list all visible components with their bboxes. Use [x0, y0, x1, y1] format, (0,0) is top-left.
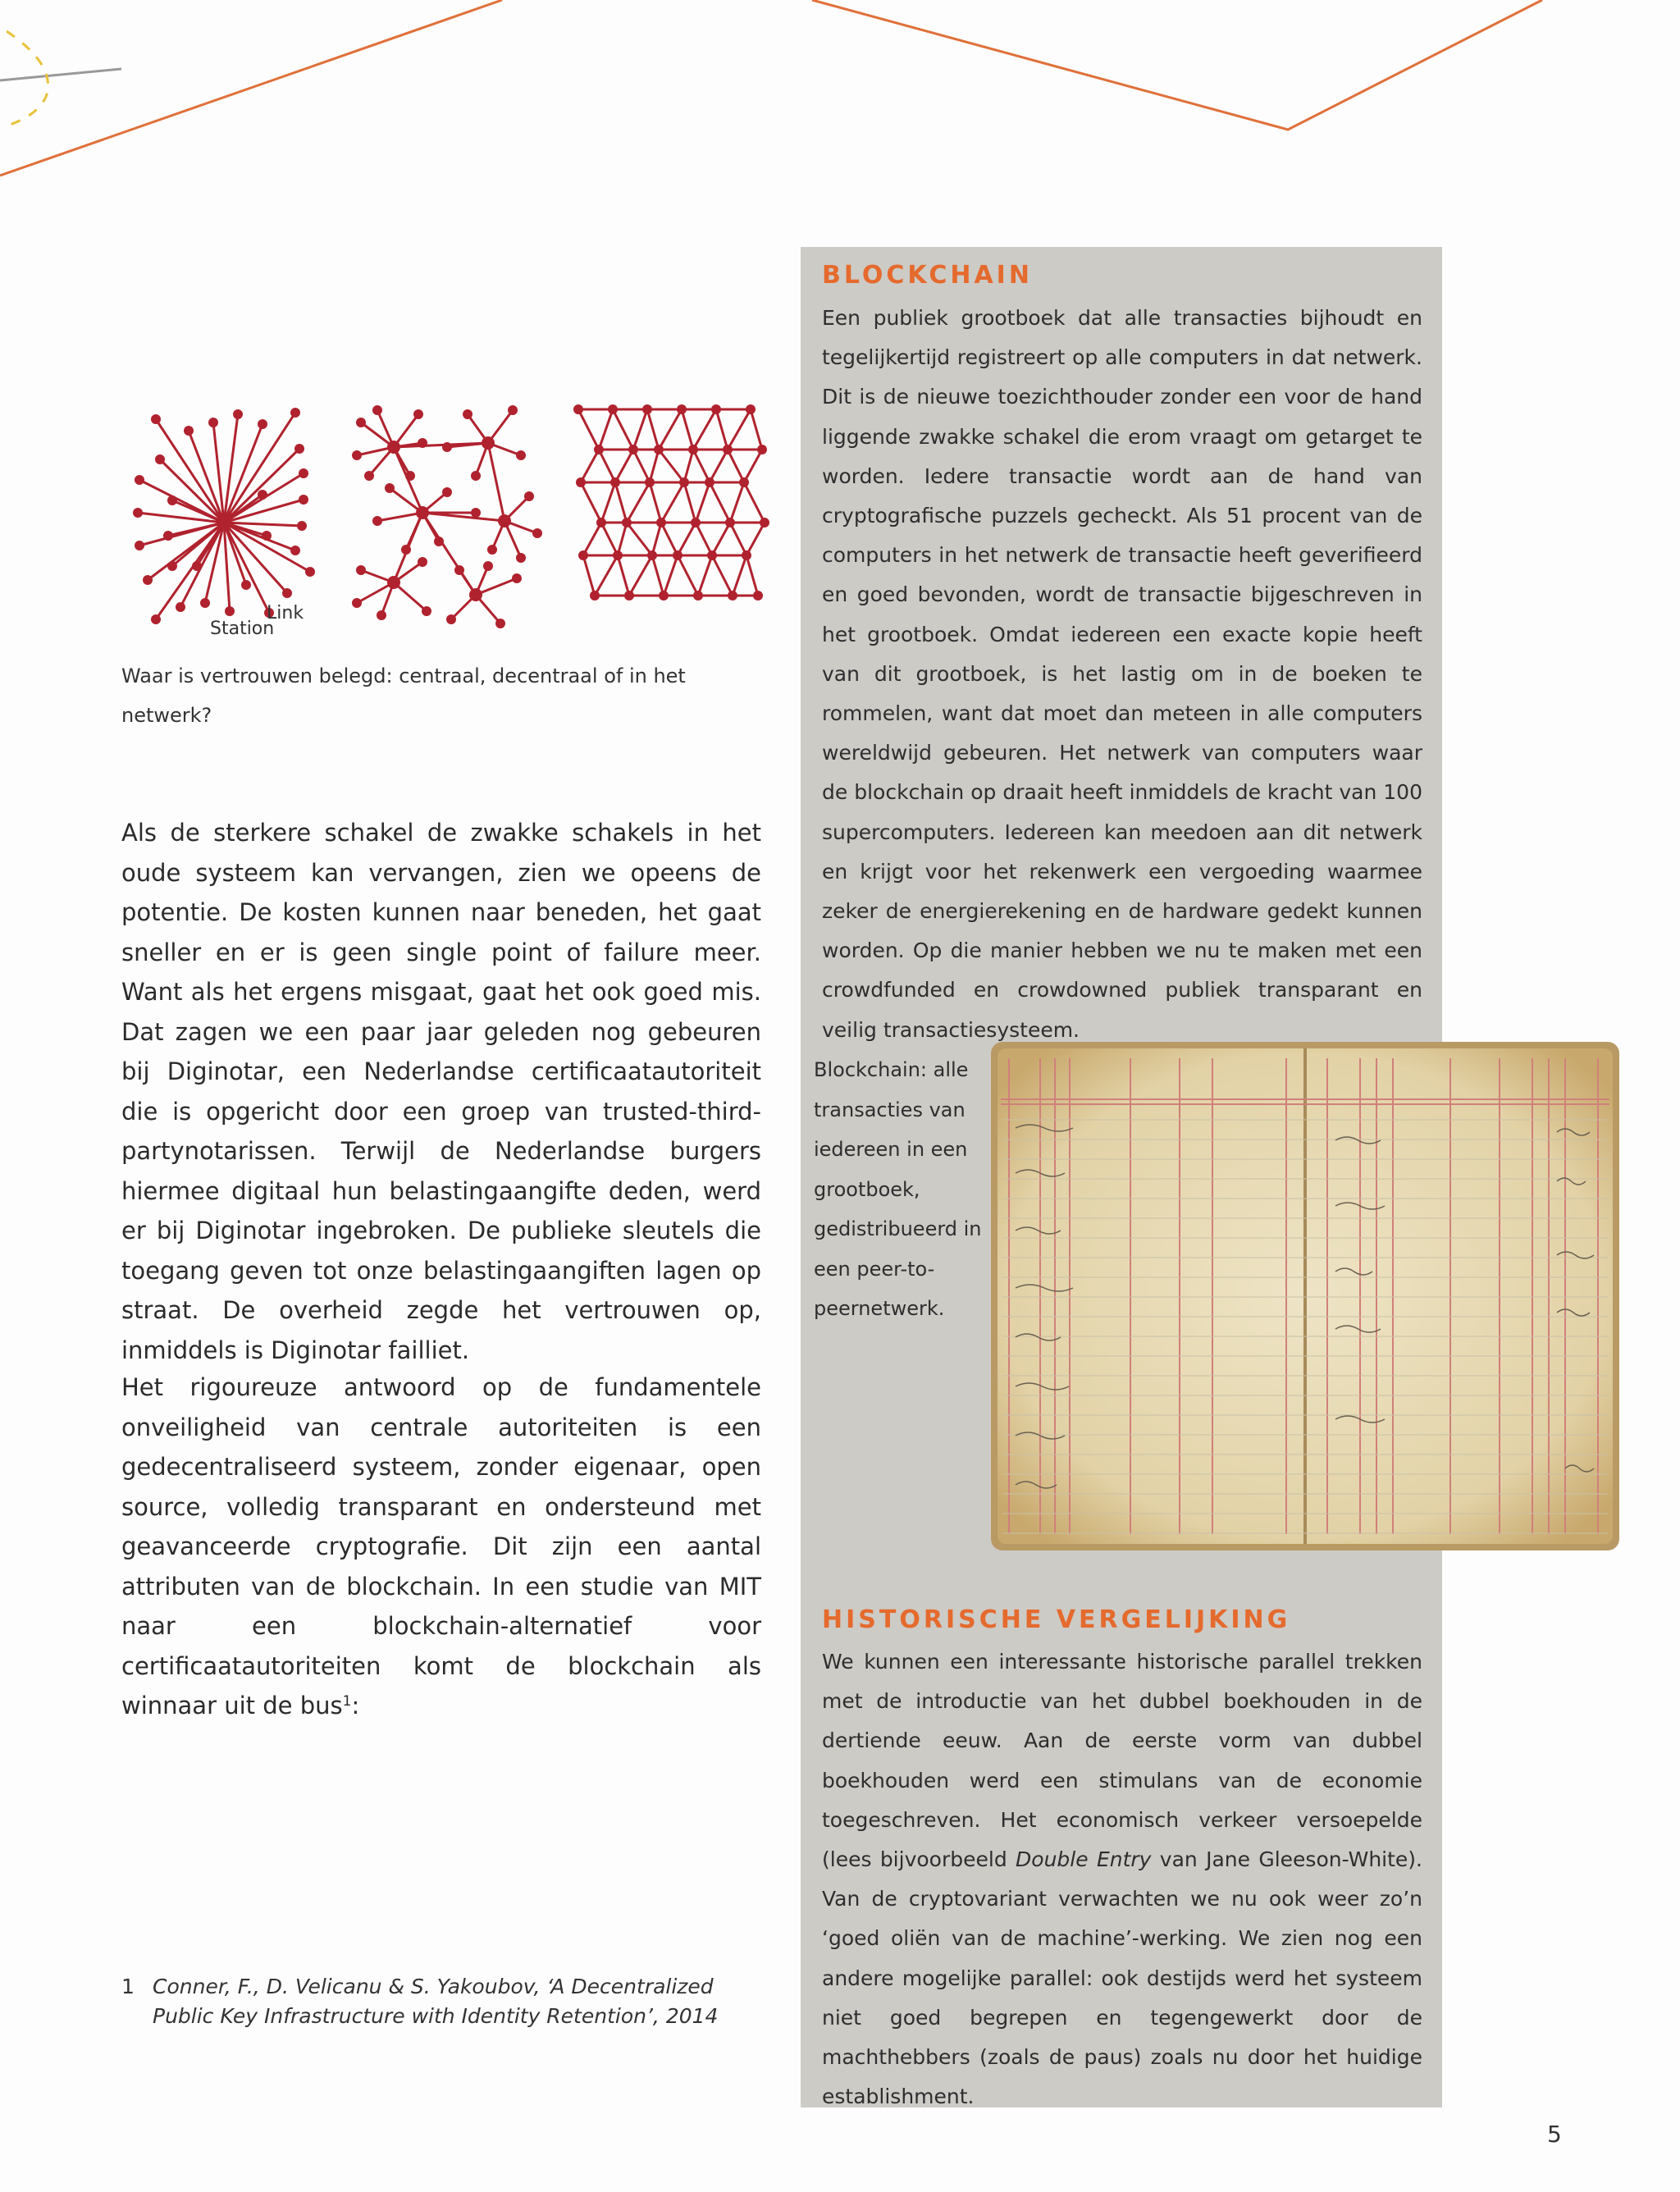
network-link: [712, 523, 730, 555]
footnote: [121, 1972, 728, 2031]
footnote-reference[interactable]: 1: [342, 1693, 352, 1710]
network-link: [698, 555, 712, 596]
body-paragraph-1: Als de sterkere schakel de zwakke schakels in het oude systeem kan vervangen, zien we opeens de potentie. De kosten kunnen naar beneden, het gaat sneller en er is geen single point of failure meer. Want als het ergens misgaat, gaat het ook goed mis. Dat zagen we een paar jaar geleden nog gebeuren bij Diginotar, een Nederlandse certificaatautoriteit die is opgericht door een groep van trusted-third-partynotarissen. Terwijl de Nederlandse burgers hiermee digitaal hun belastingaangifte deden, werd er bij Diginotar ingebroken. De publieke sleutels die toegang geven tot onze belastingaangiften lagen op straat. De overheid zegde het vertrouwen op, inmiddels is Diginotar failliet.: [121, 819, 761, 1364]
network-node: [217, 515, 231, 530]
network-node: [673, 550, 682, 560]
network-link: [744, 450, 762, 482]
network-node: [613, 550, 623, 560]
photo-caption: Blockchain: alle transacties van iedereen in een grootboek, gedistribueerd in een peer-to-peernetwerk.: [814, 1058, 982, 1320]
network-node: [628, 445, 638, 454]
network-node: [576, 477, 586, 487]
network-node: [356, 565, 366, 575]
network-node: [679, 477, 689, 487]
network-link: [615, 450, 633, 482]
network-node: [385, 483, 395, 493]
network-link: [160, 459, 224, 523]
body-paragraph-2: Het rigoureuze antwoord op de fundamentele onveiligheid van centrale autoriteiten is een gedecentraliseerd systeem, zonder eigenaar, open source, volledig transparant en ondersteund met geavanceerde cryptografie. Dit zijn een aantal attributen van de blockchain. In een studie van MIT naar een blockchain-alternatief voor certificaatautoriteiten komt de blockchain als winnaar uit de bus$^1$:: [121, 1373, 761, 1719]
network-node: [151, 614, 161, 624]
network-node: [352, 598, 362, 608]
network-node: [225, 606, 235, 616]
network-link: [488, 443, 504, 521]
network-link: [583, 555, 595, 596]
network-node: [728, 591, 737, 601]
network-link: [618, 523, 627, 555]
network-node: [512, 573, 522, 583]
network-link: [599, 450, 615, 482]
network-link: [696, 523, 712, 555]
network-link: [595, 555, 618, 596]
network-link: [581, 450, 599, 482]
network-node: [590, 591, 600, 601]
network-node: [372, 405, 382, 415]
network-node: [711, 404, 721, 414]
network-link: [728, 409, 751, 450]
network-link: [730, 482, 744, 523]
network-node: [725, 518, 735, 527]
network-node: [693, 591, 703, 601]
network-node: [434, 537, 444, 546]
network-node: [753, 591, 763, 601]
network-link: [746, 523, 765, 555]
network-node: [151, 414, 161, 424]
network-node: [498, 514, 511, 527]
network-node: [167, 495, 177, 505]
network-node: [508, 405, 518, 415]
network-link: [659, 450, 684, 482]
decorative-header-lines: [0, 0, 1680, 189]
network-link: [693, 409, 716, 450]
network-node: [471, 471, 481, 481]
network-node: [262, 531, 272, 541]
network-node: [290, 408, 300, 418]
network-link: [578, 409, 599, 450]
sidebar-text-historische-vergelijking: We kunnen een interessante historische parallel trekken met de introductie van het dubbel boekhouden in de dertiende eeuw. Aan de eerste vorm van dubbel boekhouden werd een stimulans van de economie toegeschreven. Het economisch verkeer versoepelde (lees bijvoorbeeld Double Entry van Jane Gleeson-White). Van de cryptovariant verwachten we nu ook weer zo’n ‘goed oliën van de machine’-werking. We zien nog een andere mogelijke parallel: ook destijds werd het systeem niet goed begrepen en tegengewerkt door de machthebbers (zoals de paus) zoals nu door het huidige establishment.: [822, 1650, 1422, 2109]
network-link: [751, 409, 762, 450]
network-node: [258, 490, 267, 500]
network-node: [413, 409, 423, 419]
network-link: [733, 555, 746, 596]
network-link: [661, 523, 678, 555]
sidebar-text-blockchain: Een publiek grootboek dat alle transacties bijhoudt en tegelijkertijd registreert op alle computers in dat netwerk. Dit is de nieuwe toezichthouder zonder een voor de hand liggende zwakke schakel die erom vraagt om getarget te worden. Iedere transactie wordt aan de hand van cryptografische puzzels gecheckt. Als 51 procent van de computers in het netwerk de transactie heeft geverifieerd en goed bevonden, wordt de transactie bijgeschreven in het grootboek. Omdat iedereen een exacte kopie heeft van dit grootboek, is het lastig om in de boeken te rommelen, want dat moet dan meteen in alle computers wereldwijd gebeuren. Het netwerk van computers waar de blockchain op draait heeft inmiddels de kracht van 100 supercomputers. Iedereen kan meedoen aan dit netwerk en krijgt voor het rekenwerk een vergoeding waarmee zeker de energierekening en de hardware gedekt kunnen worden. Op die manier hebben we nu te maken met een crowdfunded en crowdowned publiek transparant en veilig transactiesysteem.: [822, 306, 1422, 1042]
network-node: [610, 477, 620, 487]
network-node: [418, 438, 427, 448]
sidebar-title-blockchain: BLOCKCHAIN: [822, 261, 1033, 290]
sidebar-title-historische-vergelijking: HISTORISCHE VERGELIJKING: [822, 1605, 1291, 1634]
network-link: [682, 409, 693, 450]
network-topology-figure: [123, 398, 771, 644]
network-node: [723, 445, 733, 454]
network-node: [176, 602, 185, 612]
network-node: [135, 475, 144, 485]
figure-caption: Waar is vertrouwen belegd: centraal, decentraal of in het netwerk?: [121, 664, 686, 727]
network-link: [710, 482, 730, 523]
network-node: [299, 468, 308, 478]
network-node: [594, 445, 604, 454]
network-node: [677, 404, 687, 414]
network-node: [739, 477, 749, 487]
network-link: [650, 482, 661, 523]
network-node: [647, 550, 657, 560]
network-link: [746, 555, 758, 596]
network-link: [583, 523, 601, 555]
network-node: [573, 404, 583, 414]
network-node: [760, 518, 769, 527]
network-link: [615, 482, 627, 523]
link-label: Link: [267, 603, 304, 623]
network-link: [716, 409, 728, 450]
network-node: [463, 409, 472, 419]
network-node: [656, 518, 666, 527]
network-node: [532, 528, 542, 538]
network-node: [757, 445, 767, 454]
network-node: [297, 521, 307, 531]
network-link: [652, 523, 661, 555]
network-node: [155, 454, 165, 464]
network-link: [664, 555, 678, 596]
network-node: [377, 610, 386, 620]
network-node: [707, 550, 717, 560]
page-number: 5: [1547, 2121, 1562, 2148]
network-node: [282, 588, 292, 598]
network-node: [167, 561, 177, 571]
network-link: [629, 555, 652, 596]
network-node: [422, 606, 431, 616]
network-link: [599, 409, 613, 450]
network-node: [401, 545, 411, 555]
network-node: [352, 450, 362, 460]
network-node: [364, 471, 374, 481]
network-link: [712, 555, 733, 596]
network-node: [442, 487, 452, 497]
network-node: [163, 531, 173, 541]
network-link: [744, 482, 765, 523]
network-node: [143, 575, 153, 585]
network-node: [483, 561, 493, 571]
network-link: [581, 482, 601, 523]
network-link: [730, 523, 746, 555]
network-node: [356, 418, 366, 427]
network-node: [442, 442, 452, 452]
network-node: [495, 619, 505, 628]
network-node: [208, 418, 218, 427]
network-node: [387, 576, 400, 589]
network-link: [613, 409, 633, 450]
network-node: [524, 491, 534, 501]
network-node: [446, 614, 456, 624]
network-link: [693, 450, 710, 482]
network-node: [200, 598, 210, 608]
network-node: [294, 444, 304, 454]
network-link: [647, 409, 659, 450]
network-node: [372, 516, 382, 526]
network-node: [608, 404, 618, 414]
network-node: [290, 546, 300, 555]
network-node: [418, 557, 427, 567]
network-node: [192, 561, 202, 571]
network-link: [601, 482, 615, 523]
network-node: [387, 441, 400, 454]
network-node: [416, 506, 429, 519]
network-node: [642, 404, 652, 414]
footnote-text: Conner, F., D. Velicanu & S. Yakoubov, ‘A Decentralized Public Key Infrastructure with Identity Retention’, 2014: [153, 1975, 719, 2028]
network-node: [135, 541, 144, 550]
network-link: [377, 513, 422, 521]
footnote-number: 1: [121, 1975, 135, 1998]
network-link: [696, 482, 710, 523]
ledger-book-image: [991, 1042, 1619, 1550]
network-node: [405, 471, 415, 481]
network-link: [627, 523, 652, 555]
network-node: [659, 591, 669, 601]
network-node: [471, 508, 481, 518]
network-node: [624, 591, 634, 601]
network-node: [516, 553, 526, 563]
network-links: [138, 409, 765, 623]
network-node: [305, 567, 315, 577]
network-link: [618, 555, 629, 596]
network-node: [454, 565, 464, 575]
network-node: [688, 445, 698, 454]
network-node: [482, 436, 495, 450]
network-node: [241, 580, 251, 590]
network-node: [705, 477, 714, 487]
network-node: [516, 450, 526, 460]
network-link: [661, 482, 684, 523]
network-link: [728, 450, 744, 482]
book-title: Double Entry: [1016, 1847, 1152, 1872]
network-node: [487, 545, 497, 555]
network-node: [258, 419, 267, 429]
network-node: [746, 404, 756, 414]
network-link: [678, 555, 698, 596]
network-node: [233, 409, 243, 419]
network-link: [652, 555, 664, 596]
network-node: [691, 518, 701, 527]
network-node: [645, 477, 655, 487]
network-link: [601, 523, 618, 555]
network-node: [742, 550, 751, 560]
network-link: [710, 450, 728, 482]
network-link: [633, 409, 647, 450]
network-link: [627, 482, 650, 523]
network-node: [622, 518, 632, 527]
network-link: [659, 409, 682, 450]
network-node: [596, 518, 606, 527]
network-link: [684, 482, 696, 523]
network-node: [299, 495, 308, 505]
network-link: [650, 450, 659, 482]
network-node: [469, 588, 482, 601]
network-link: [633, 450, 650, 482]
network-node: [654, 445, 664, 454]
network-link: [684, 450, 693, 482]
body-paragraph-2-text: Het rigoureuze antwoord op de fundamentele onveiligheid van centrale autoriteiten is een gedecentraliseerd systeem, zonder eigenaar, open source, volledig transparant en ondersteund met geavanceerde cryptografie. Dit zijn een aantal attributen van de blockchain. In een studie van MIT naar een blockchain-alternatief voor certificaatautoriteiten komt de blockchain als winnaar uit de bus: [121, 1373, 761, 1719]
network-node: [184, 426, 194, 436]
network-node: [133, 508, 143, 518]
network-link: [678, 523, 696, 555]
network-link: [422, 513, 476, 595]
network-node: [578, 550, 588, 560]
station-label: Station: [210, 619, 275, 639]
